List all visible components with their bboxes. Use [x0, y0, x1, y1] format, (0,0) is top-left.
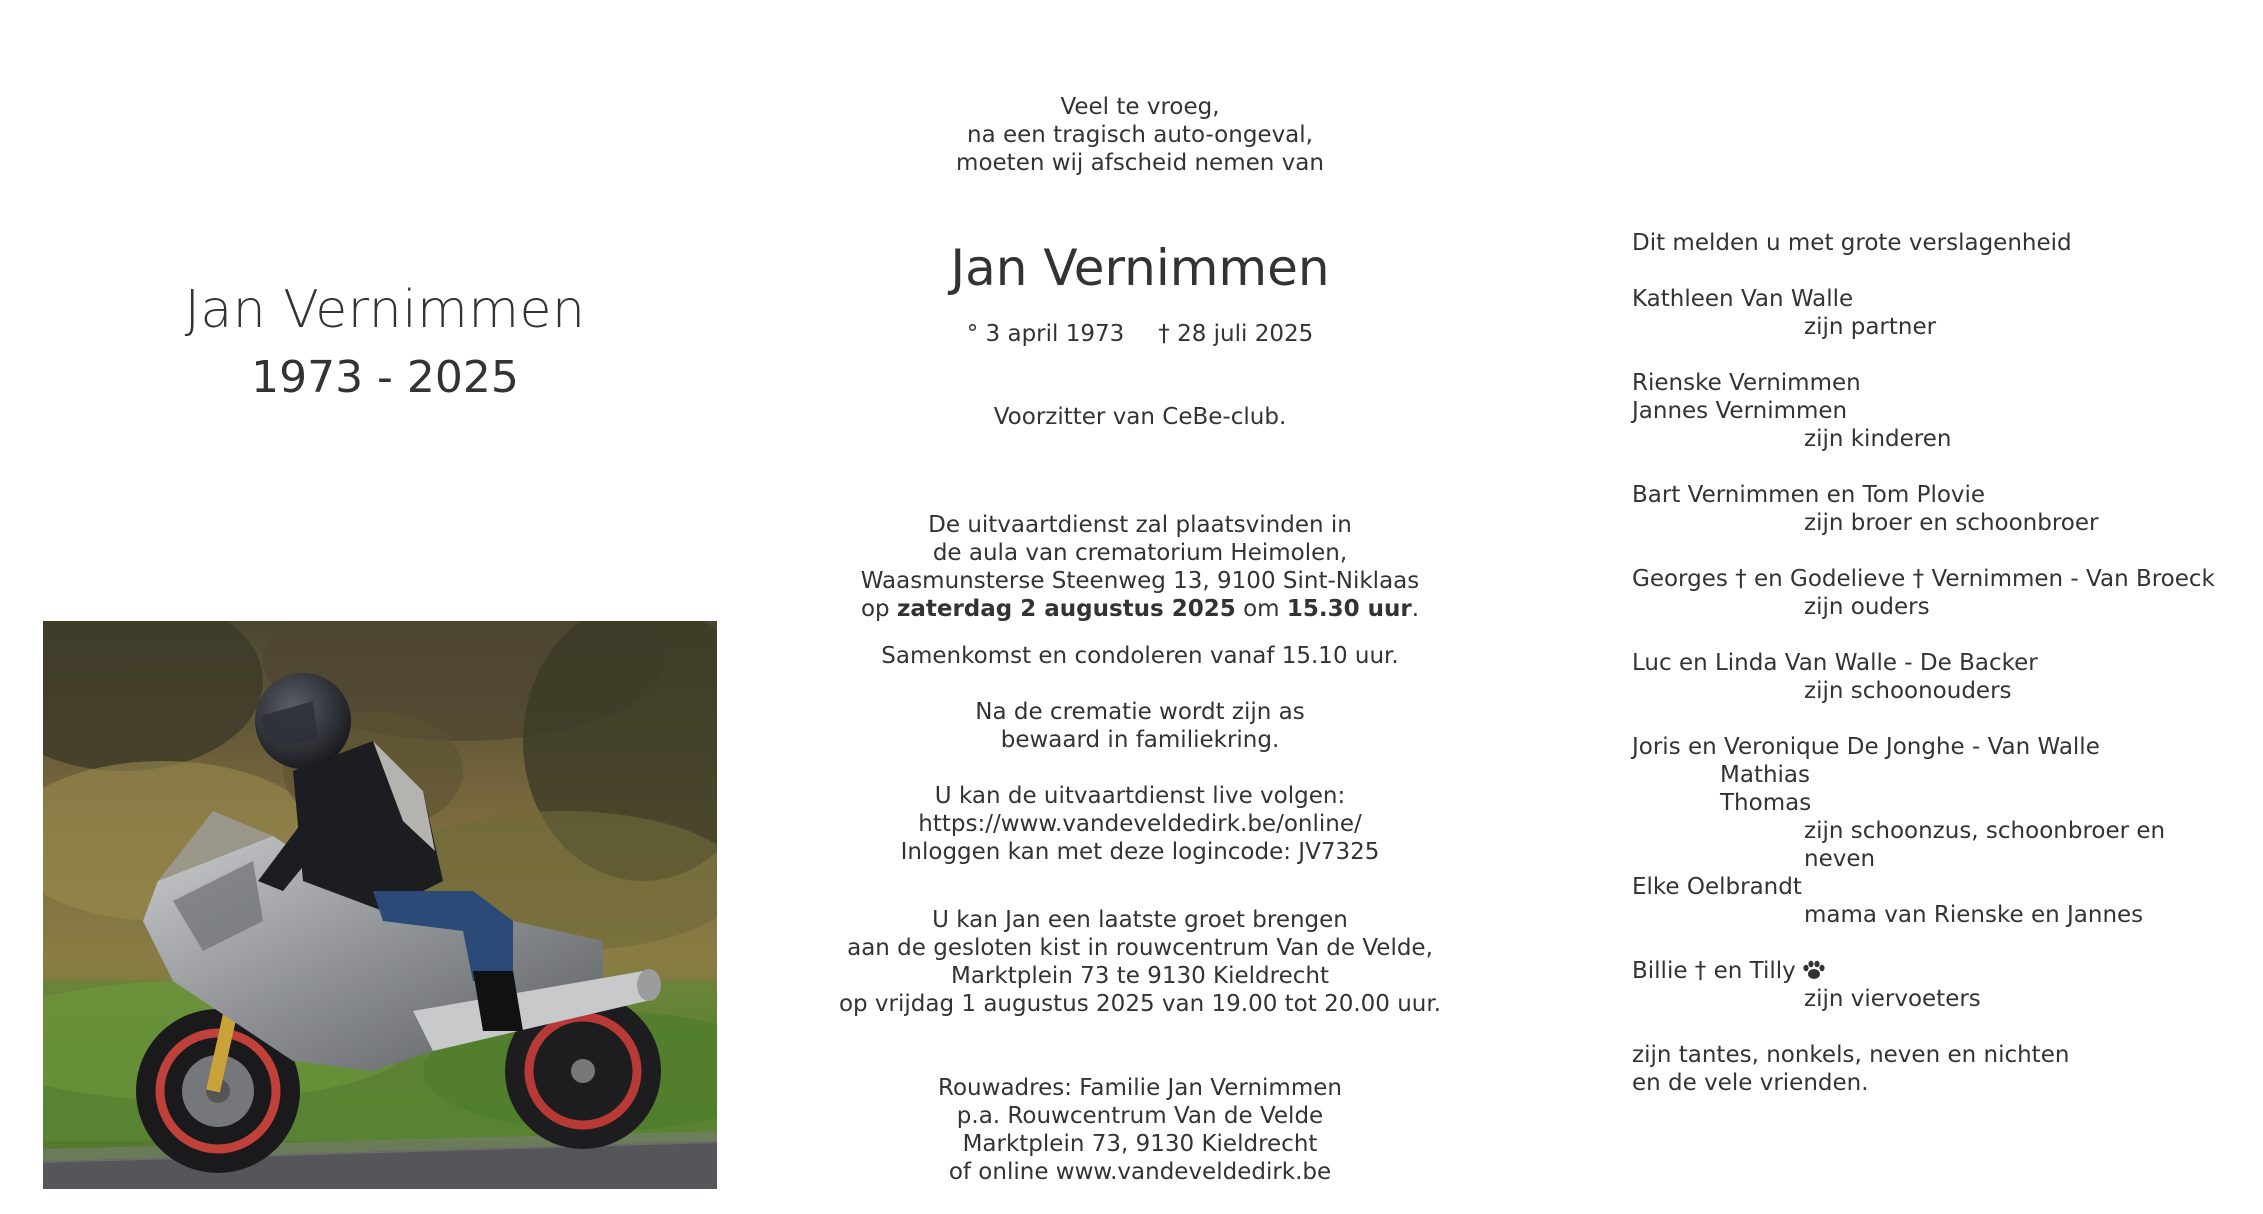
family-mother-of-children — [1632, 873, 2242, 929]
paw-print-icon — [1802, 959, 1826, 979]
service-line: Waasmunsterse Steenweg 13, 9100 Sint-Niklaas — [860, 568, 1420, 594]
intro-line: moeten wij afscheid nemen van — [956, 150, 1324, 176]
address-website-line[interactable]: of online www.vandeveldedirk.be — [948, 1159, 1332, 1185]
closing-line: zijn tantes, nonkels, neven en nichten — [1632, 1042, 2070, 1068]
family-closing — [1632, 1041, 2242, 1097]
gathering-text: Samenkomst en condoleren vanaf 15.10 uur. — [881, 643, 1399, 669]
livestream-line: U kan de uitvaartdienst live volgen: — [934, 783, 1346, 809]
family-member-name: Elke Oelbrandt — [1632, 874, 1802, 900]
farewell-info — [800, 906, 1480, 1018]
ashes-text — [800, 698, 1480, 754]
family-brother — [1632, 481, 2242, 537]
family-member-name: Bart Vernimmen en Tom Plovie — [1632, 482, 1986, 508]
pets-line — [1632, 957, 2242, 985]
death-date: † 28 juli 2025 — [1158, 321, 1314, 347]
family-pets — [1632, 957, 2242, 1013]
mourning-address — [800, 1074, 1480, 1186]
birth-date: ° 3 april 1973 — [966, 321, 1125, 347]
family-member-name: Luc en Linda Van Walle - De Backer — [1632, 650, 2038, 676]
livestream-info — [800, 782, 1480, 866]
family-member-name: Georges † en Godelieve † Vernimmen - Van Broeck — [1632, 566, 2215, 592]
family-member-name: Jannes Vernimmen — [1632, 398, 1848, 424]
address-line: p.a. Rouwcentrum Van de Velde — [956, 1103, 1324, 1129]
service-date-line: op zaterdag 2 augustus 2025 om 15.30 uur. — [860, 596, 1420, 622]
family-partner — [1632, 285, 2242, 341]
family-member-name: Kathleen Van Walle — [1632, 286, 1854, 312]
right-column — [1632, 0, 2242, 1214]
family-member-name: Joris en Veronique De Jonghe - Van Walle — [1632, 734, 2100, 760]
life-years: 1973 - 2025 — [251, 352, 519, 403]
role-text: Voorzitter van CeBe-club. — [993, 404, 1287, 430]
service-line: De uitvaartdienst zal plaatsvinden in — [928, 512, 1352, 538]
motorcycle-photo — [43, 621, 717, 1189]
intro-line: Veel te vroeg, — [1060, 94, 1220, 120]
family-member-name: Mathias — [1720, 762, 1811, 788]
address-line: Marktplein 73, 9130 Kieldrecht — [962, 1131, 1318, 1157]
intro-line: na een tragisch auto-ongeval, — [967, 122, 1313, 148]
farewell-line: aan de gesloten kist in rouwcentrum Van de Velde, — [847, 935, 1433, 961]
family-member-name: Thomas — [1720, 790, 1812, 816]
service-time: 15.30 uur — [1286, 596, 1412, 622]
family-relation: zijn viervoeters — [1804, 986, 1981, 1012]
family-member-name: Rienske Vernimmen — [1632, 370, 1861, 396]
family-member-name: Billie † en Tilly — [1632, 958, 1796, 984]
middle-column — [800, 0, 1480, 1214]
closing-line: en de vele vrienden. — [1632, 1070, 1869, 1096]
family-parents-in-law — [1632, 649, 2242, 705]
family-relation: zijn kinderen — [1804, 426, 1952, 452]
family-children — [1632, 369, 2242, 453]
livestream-url[interactable]: https://www.vandeveldedirk.be/online/ — [918, 811, 1362, 837]
service-date: zaterdag 2 augustus 2025 — [896, 596, 1236, 622]
farewell-line: U kan Jan een laatste groet brengen — [932, 907, 1348, 933]
ashes-line: Na de crematie wordt zijn as — [975, 699, 1305, 725]
left-column — [0, 0, 770, 1214]
deceased-name: Jan Vernimmen — [950, 239, 1330, 297]
family-relation: zijn partner — [1804, 314, 1937, 340]
family-relation: zijn schoonzus, schoonbroer en neven — [1804, 818, 2166, 872]
login-code-line: Inloggen kan met deze logincode: JV7325 — [900, 839, 1380, 865]
service-line: de aula van crematorium Heimolen, — [932, 540, 1348, 566]
family-relation: zijn schoonouders — [1804, 678, 2012, 704]
deceased-name-heading: Jan Vernimmen — [184, 280, 586, 340]
intro-text — [800, 93, 1480, 177]
farewell-line: op vrijdag 1 augustus 2025 van 19.00 tot 20.00 uur. — [838, 991, 1442, 1017]
ashes-line: bewaard in familiekring. — [1000, 727, 1280, 753]
farewell-line: Marktplein 73 te 9130 Kieldrecht — [950, 963, 1329, 989]
birth-death-dates — [800, 320, 1480, 348]
announcement-text: Dit melden u met grote verslagenheid — [1632, 230, 2072, 256]
family-relation: mama van Rienske en Jannes — [1804, 902, 2144, 928]
family-sister-in-law — [1632, 733, 2242, 873]
address-line: Rouwadres: Familie Jan Vernimmen — [938, 1075, 1342, 1101]
family-parents — [1632, 565, 2242, 621]
family-relation: zijn broer en schoonbroer — [1804, 510, 2099, 536]
service-info — [800, 511, 1480, 623]
family-relation: zijn ouders — [1804, 594, 1930, 620]
